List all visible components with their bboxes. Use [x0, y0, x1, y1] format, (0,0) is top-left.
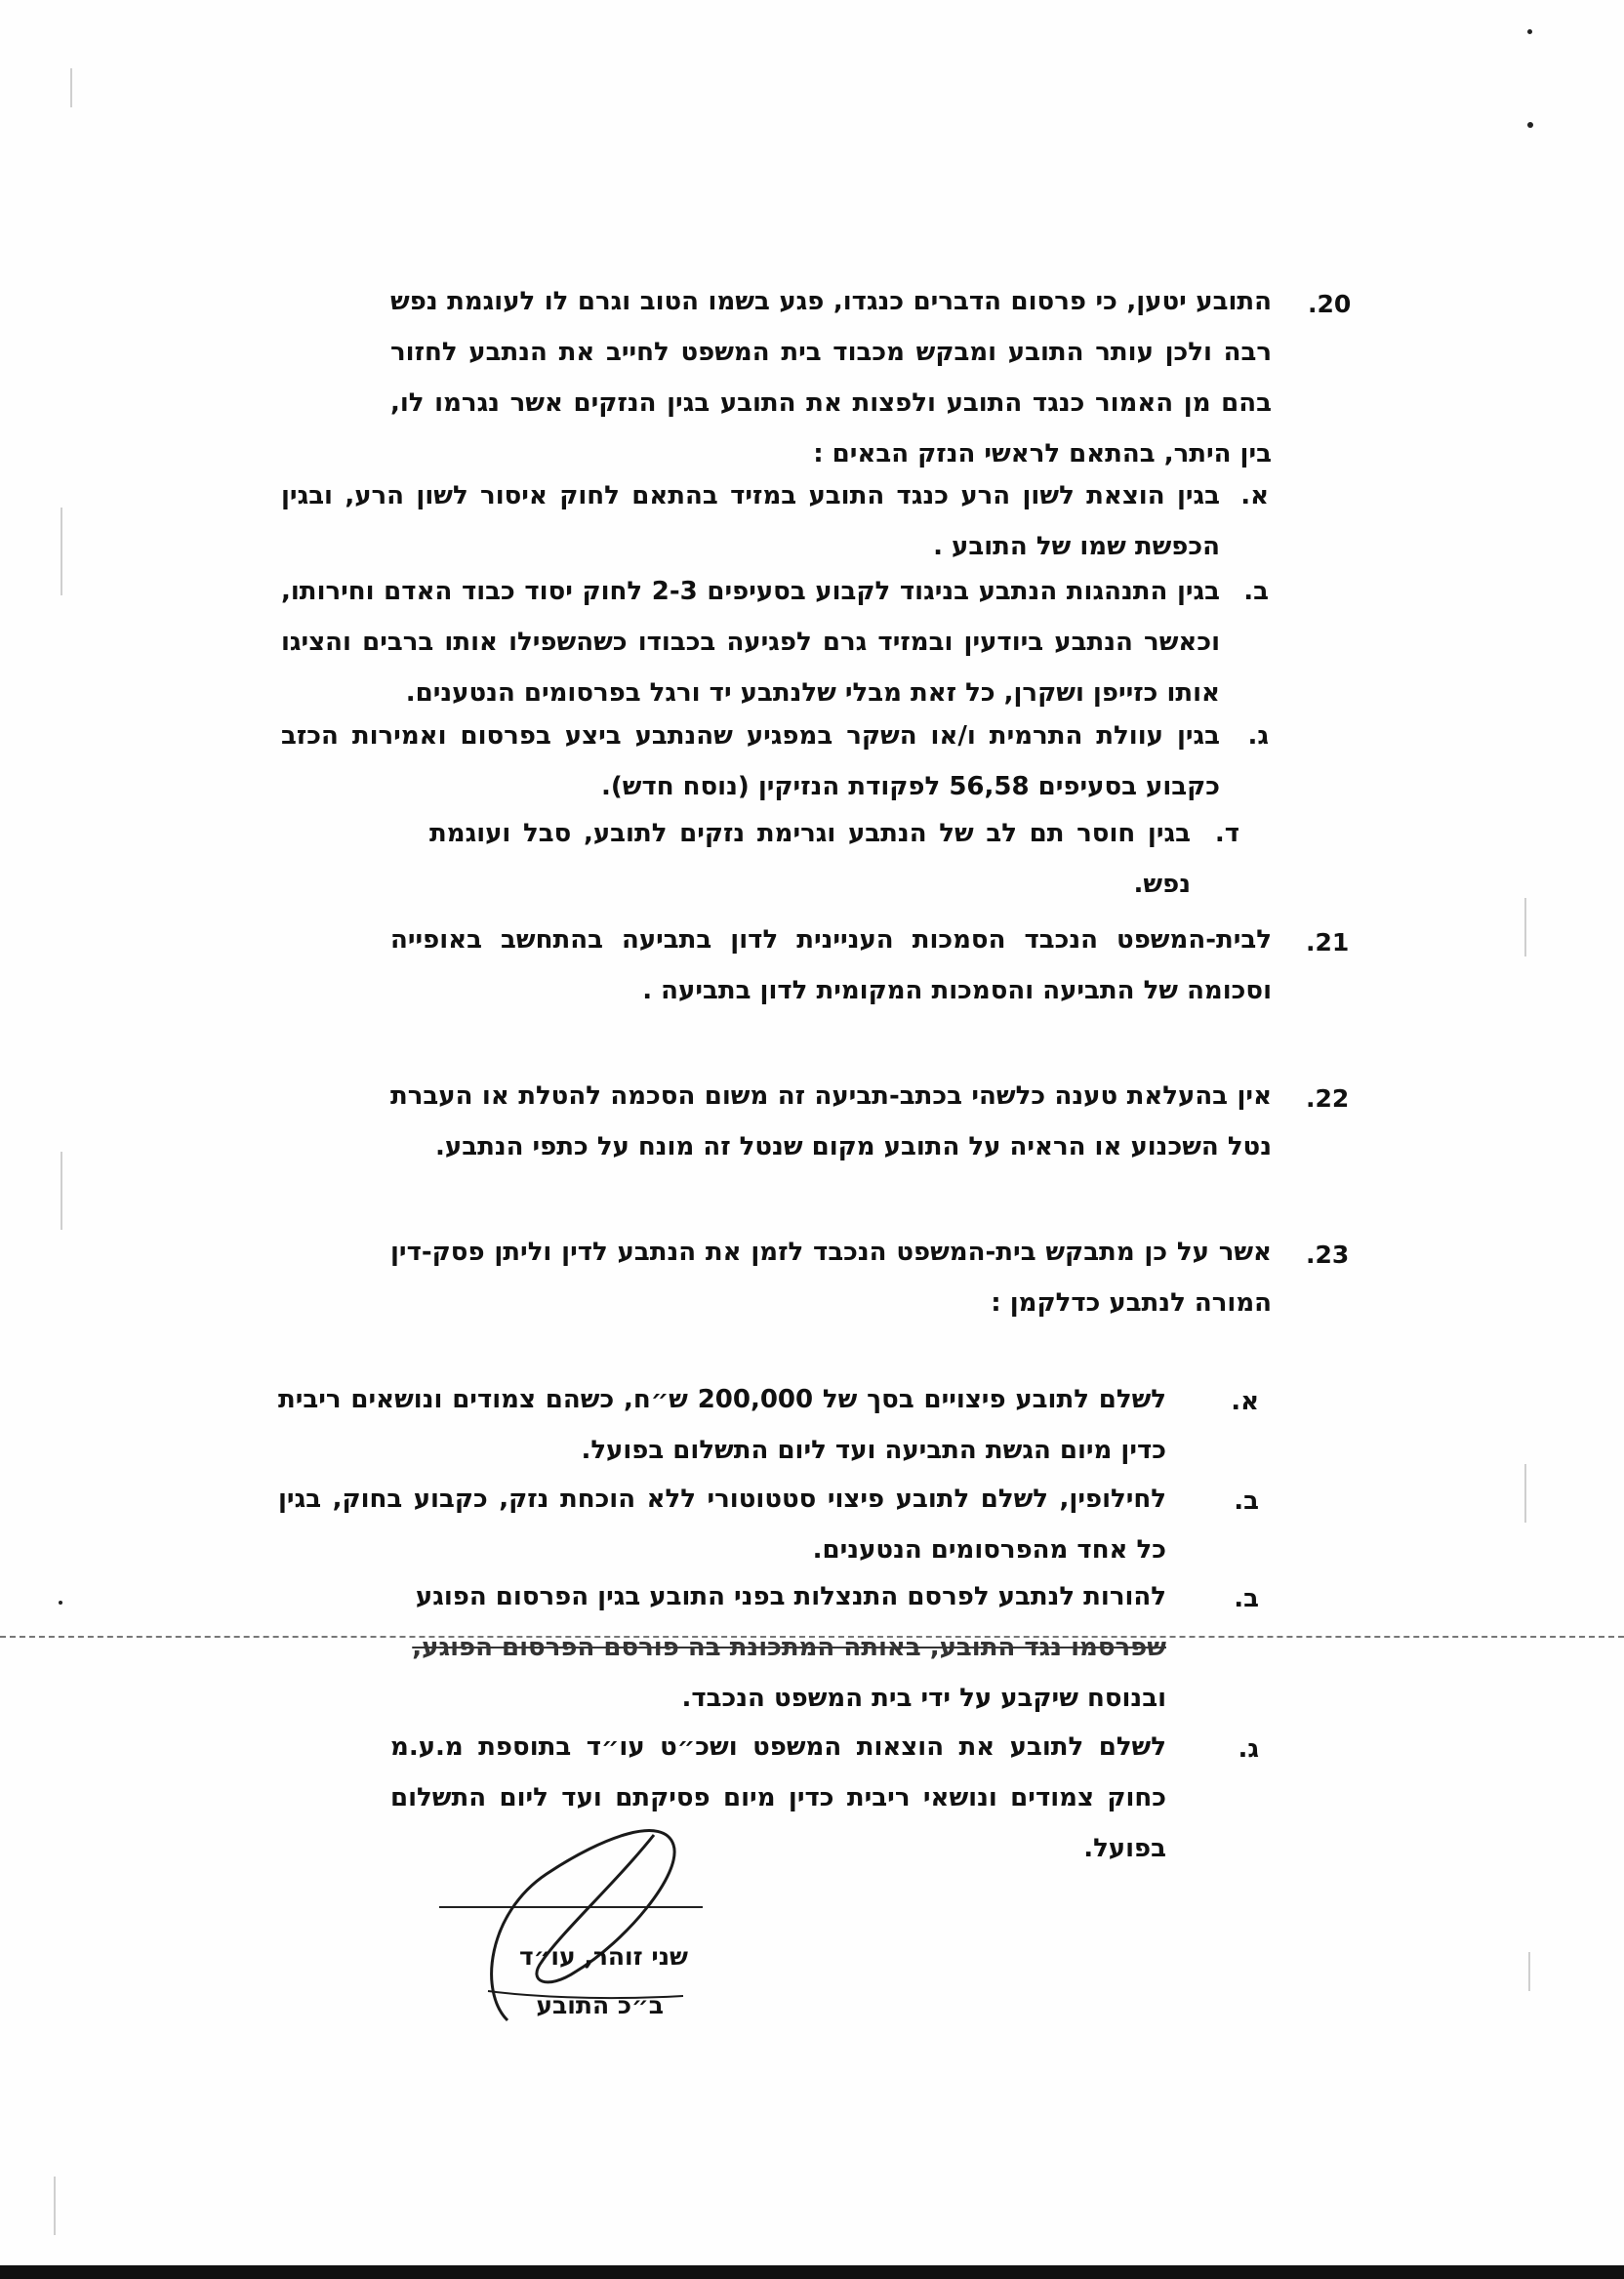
damage-item: בגין הוצאת לשון הרע כנגד התובע במזיד בהתאם לחוק איסור לשון הרע, ובגין הכפשת שמו של התובע .: [281, 481, 1220, 561]
clause-number: .22: [1306, 1084, 1350, 1113]
scan-edge-mark: [1524, 1464, 1526, 1523]
scan-edge-mark: [61, 1152, 62, 1230]
relief-item: [371, 1571, 1166, 1724]
scan-edge-mark: [1528, 1952, 1530, 1991]
scan-bottom-edge: [0, 2265, 1624, 2279]
scan-speck: [59, 1601, 62, 1605]
relief-line: להורות לנתבע לפרסם התנצלות בפני התובע בגין הפרסום הפוגע: [415, 1582, 1166, 1611]
item-marker: ג.: [1247, 721, 1269, 751]
clause-number: .21: [1306, 928, 1350, 956]
damage-item: בגין עוולת התרמית ו/או השקר במפגיע שהנתבע ביצע בפרסום ואמירות הכזב כקבוע בסעיפים 56,58 לפקודת הנזיקין (נוסח חדש).: [281, 721, 1220, 801]
damage-item: בגין חוסר תם לב של הנתבע וגרימת נזקים לתובע, סבל ועוגמת נפש.: [429, 819, 1191, 899]
clause-number: .20: [1308, 290, 1352, 318]
clause-text: אשר על כן מתבקש בית-המשפט הנכבד לזמן את הנתבע לדין וליתן פסק-דין המורה לנתבע כדלקמן :: [390, 1238, 1272, 1318]
relief-marker: ג.: [1238, 1734, 1259, 1764]
signature-name: שני זוהר, עו״ד: [518, 1942, 688, 1971]
clause-text: לבית-המשפט הנכבד הסמכות העניינית לדון בתביעה בהתחשב באופייה וסכומה של התביעה והסמכות המקומית לדון בתביעה .: [390, 925, 1272, 1005]
signature-role: ב״כ התובע: [536, 1991, 664, 2019]
scan-speck: [1527, 122, 1533, 128]
scan-edge-mark: [1524, 898, 1526, 956]
relief-item: לשלם לתובע פיצויים בסך של 200,000 ש״ח, כשהם צמודים ונושאים ריבית כדין מיום הגשת התביעה ועד ליום התשלום בפועל.: [278, 1385, 1167, 1465]
item-marker: ב.: [1243, 577, 1269, 606]
relief-item: לשלם לתובע את הוצאות המשפט ושכ״ט עו״ד בתוספת מ.ע.מ כחוק צמודים ונושאי ריבית כדין מיום פסיקתם ועד ליום התשלום בפועל.: [390, 1732, 1166, 1863]
damage-item: בגין התנהגות הנתבע בניגוד לקבוע בסעיפים 2-3 לחוק יסוד כבוד האדם וחירותו, וכאשר הנתבע ביודעין ובמזיד גרם לפגיעה בכבודו כשהשפילו אותו ברבים והציגו אותו כזייפן ושקרן, כל זאת מבלי שלנתבע יד ורגל בפרסומים הנטענים.: [281, 577, 1220, 708]
clause-text: התובע יטען, כי פרסום הדברים כנגדו, פגע בשמו הטוב וגרם לו לעוגמת נפש רבה ולכן עותר התובע ומבקש מכבוד בית המשפט לחייב את הנתבע לחזור בהם מן האמור כנגד התובע ולפצות את התובע בגין הנזקים אשר נגרמו לו, בין היתר, בהתאם לראשי הנזק הבאים :: [390, 287, 1272, 468]
scan-horizontal-line: [0, 1636, 1624, 1638]
scan-edge-mark: [70, 68, 72, 107]
relief-item: לחילופין, לשלם לתובע פיצוי סטטוטורי ללא הוכחת נזק, כקבוע בחוק, בגין כל אחד מהפרסומים הנטענים.: [278, 1485, 1166, 1565]
relief-marker: א.: [1231, 1387, 1259, 1416]
clause-text: אין בהעלאת טענה כלשהי בכתב-תביעה זה משום הסכמה להטלת או העברת נטל השכנוע או הראיה על התובע מקום שנטל זה מונח על כתפי הנתבע.: [390, 1081, 1272, 1161]
relief-line-struck: שפרסמו נגד התובע, באותה המתכונת בה פורסם הפרסום הפוגע,: [412, 1633, 1166, 1662]
relief-marker: ב.: [1234, 1584, 1259, 1613]
scan-speck: [1527, 29, 1532, 34]
scan-edge-mark: [54, 2177, 56, 2235]
scan-edge-mark: [61, 508, 62, 595]
relief-marker: ב.: [1234, 1486, 1259, 1516]
item-marker: א.: [1240, 481, 1269, 510]
item-marker: ד.: [1214, 819, 1239, 848]
relief-line: ובנוסח שיקבע על ידי בית המשפט הנכבד.: [681, 1684, 1166, 1713]
clause-number: .23: [1306, 1241, 1350, 1269]
